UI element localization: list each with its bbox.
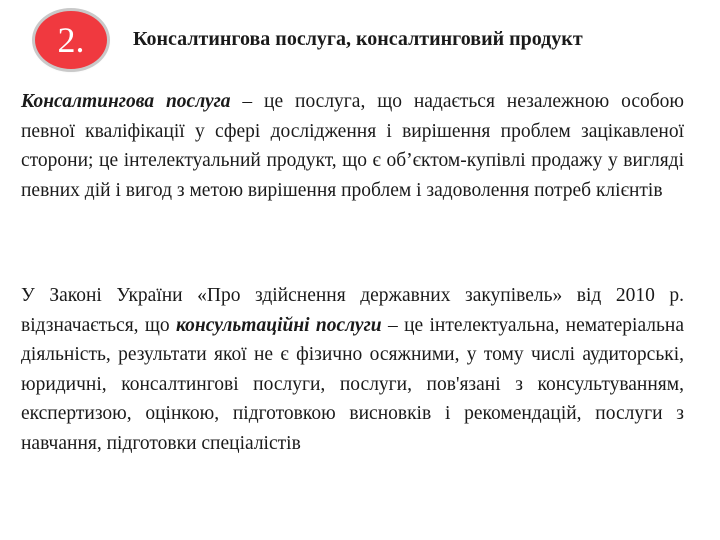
slide-title: Консалтингова послуга, консалтинговий продукт [133,28,583,50]
definition-paragraph [21,87,684,205]
law-text-after: – це інтелектуальна, нематеріальна діяльність, результати якої не є фізично осяжними, у тому числі аудиторські, юридичні, консалтингові послуги, послуги, пов'язані з консультуванням, експертизою, оцінкою, підготовкою висновків і рекомендацій, послуги з навчання, підготовки спеціалістів [21,314,684,454]
definition-text: – це послуга, що надається незалежною особою певної кваліфікації у сфері дослідження і вирішення проблем зацікавленої сторони; це інтелектуальний продукт, що є об’єктом-купівлі продажу у вигляді певних дій і вигод з метою вирішення проблем і задоволення потреб клієнтів [21,91,684,201]
slide-number: 2. [57,20,85,60]
definition-term: Консалтингова послуга [21,91,231,112]
slide-number-badge [35,11,107,69]
law-term: консультаційні послуги [176,314,382,336]
law-paragraph [21,281,684,459]
law-text-before: У Законі України «Про здійснення державних закупівель» від 2010 р. відзначається, що [21,285,684,336]
